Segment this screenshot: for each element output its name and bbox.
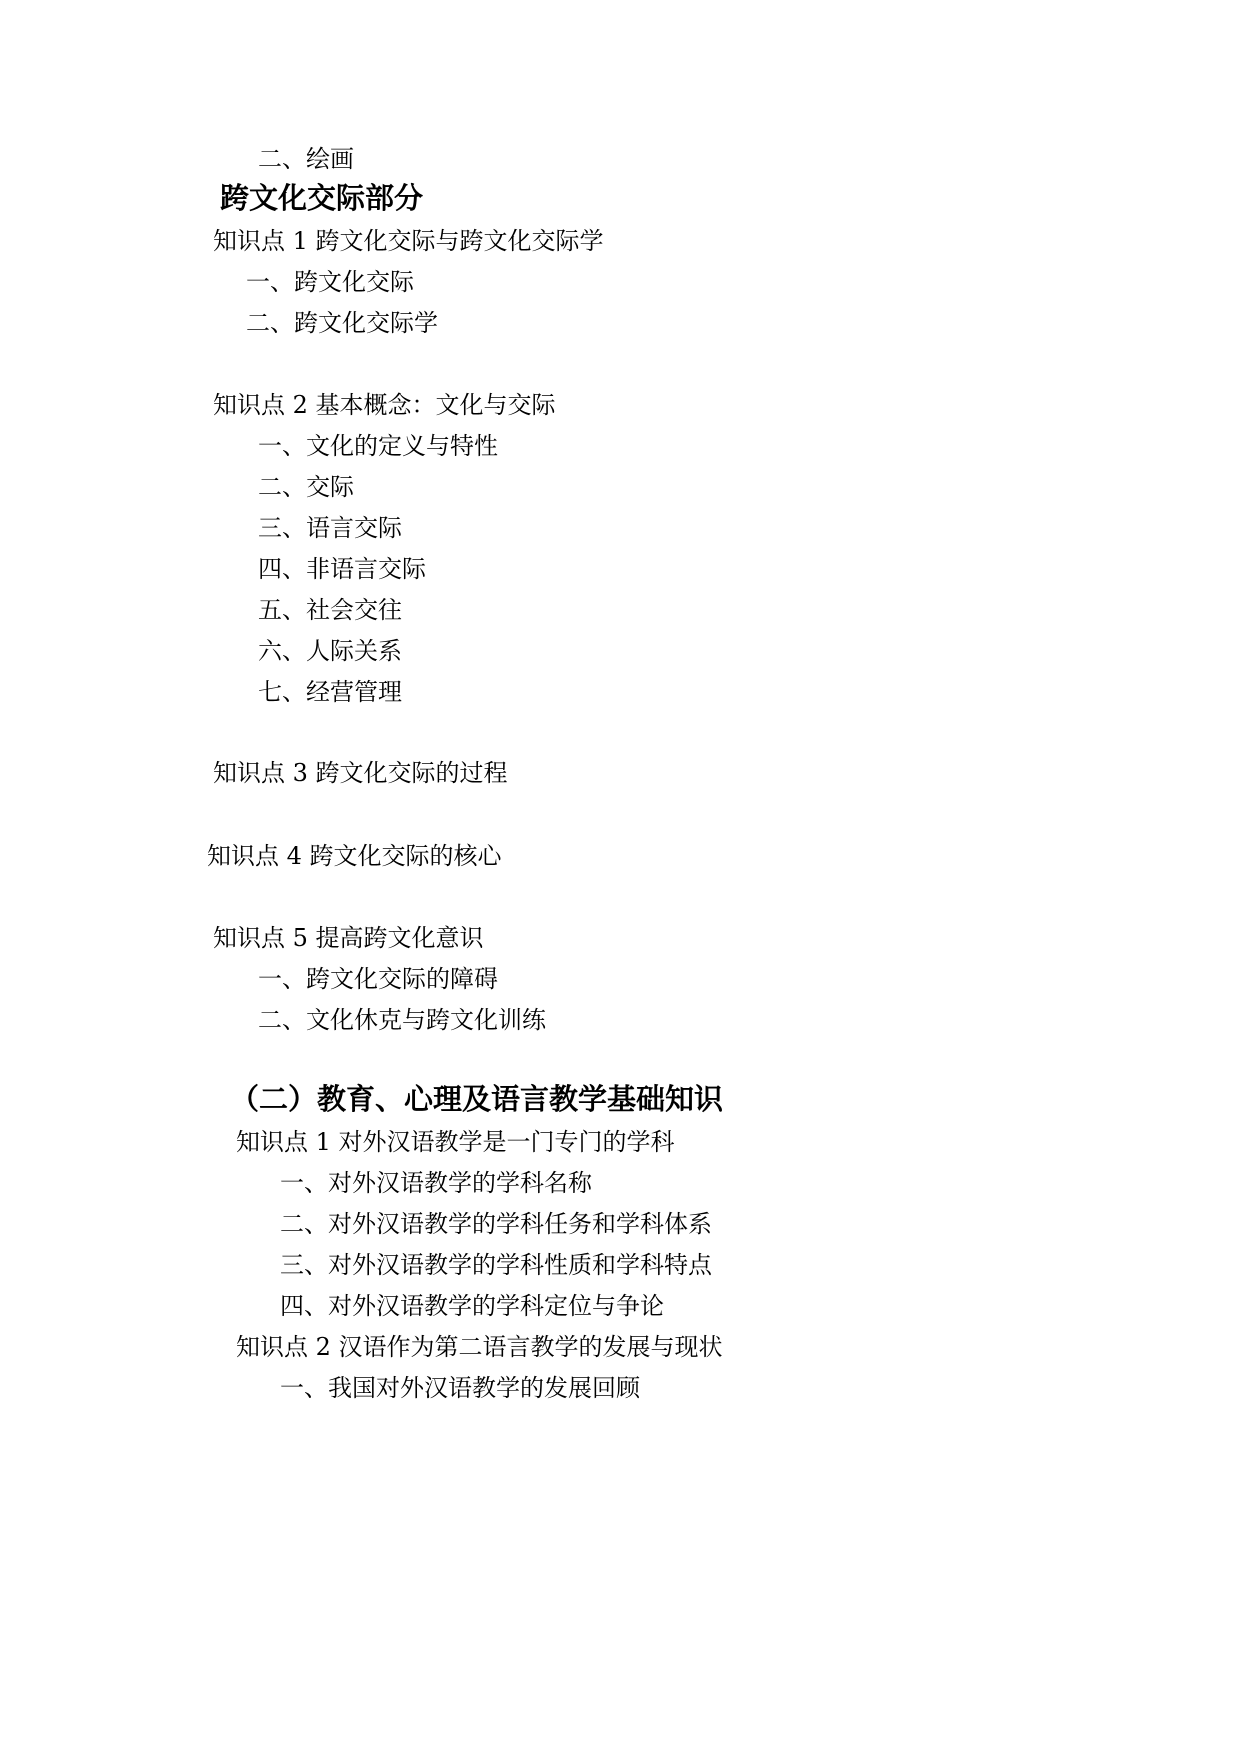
knowledge-point-label: 知识点 2 汉语作为第二语言教学的发展与现状 [236, 1333, 723, 1361]
knowledge-point-label: 知识点 1 对外汉语教学是一门专门的学科 [236, 1128, 675, 1156]
knowledge-point-item: 四、非语言交际 [258, 555, 426, 583]
knowledge-point-item: 二、文化休克与跨文化训练 [258, 1006, 546, 1034]
knowledge-point-label: 知识点 3 跨文化交际的过程 [213, 759, 508, 787]
knowledge-point-item: 六、人际关系 [258, 637, 402, 665]
knowledge-point-item: 二、交际 [258, 473, 354, 501]
knowledge-point-item: 一、跨文化交际 [246, 268, 414, 296]
knowledge-point-item: 四、对外汉语教学的学科定位与争论 [280, 1292, 664, 1320]
section-title-intercultural: 跨文化交际部分 [220, 181, 424, 215]
knowledge-point-item: 一、对外汉语教学的学科名称 [280, 1169, 592, 1197]
knowledge-point-item: 五、社会交往 [258, 596, 402, 624]
knowledge-point-item: 一、跨文化交际的障碍 [258, 965, 498, 993]
prev-section-item: 二、绘画 [258, 145, 354, 173]
knowledge-point-item: 二、对外汉语教学的学科任务和学科体系 [280, 1210, 712, 1238]
knowledge-point-label: 知识点 5 提高跨文化意识 [213, 924, 484, 952]
knowledge-point-label: 知识点 2 基本概念：文化与交际 [213, 391, 556, 419]
knowledge-point-item: 二、跨文化交际学 [246, 309, 438, 337]
knowledge-point-label: 知识点 4 跨文化交际的核心 [207, 842, 502, 870]
knowledge-point-item: 三、对外汉语教学的学科性质和学科特点 [280, 1251, 712, 1279]
knowledge-point-item: 七、经营管理 [258, 678, 402, 706]
knowledge-point-item: 三、语言交际 [258, 514, 402, 542]
knowledge-point-label: 知识点 1 跨文化交际与跨文化交际学 [213, 227, 604, 255]
section-title-education: （二）教育、心理及语言教学基础知识 [230, 1082, 724, 1116]
knowledge-point-item: 一、文化的定义与特性 [258, 432, 498, 460]
knowledge-point-item: 一、我国对外汉语教学的发展回顾 [280, 1374, 640, 1402]
